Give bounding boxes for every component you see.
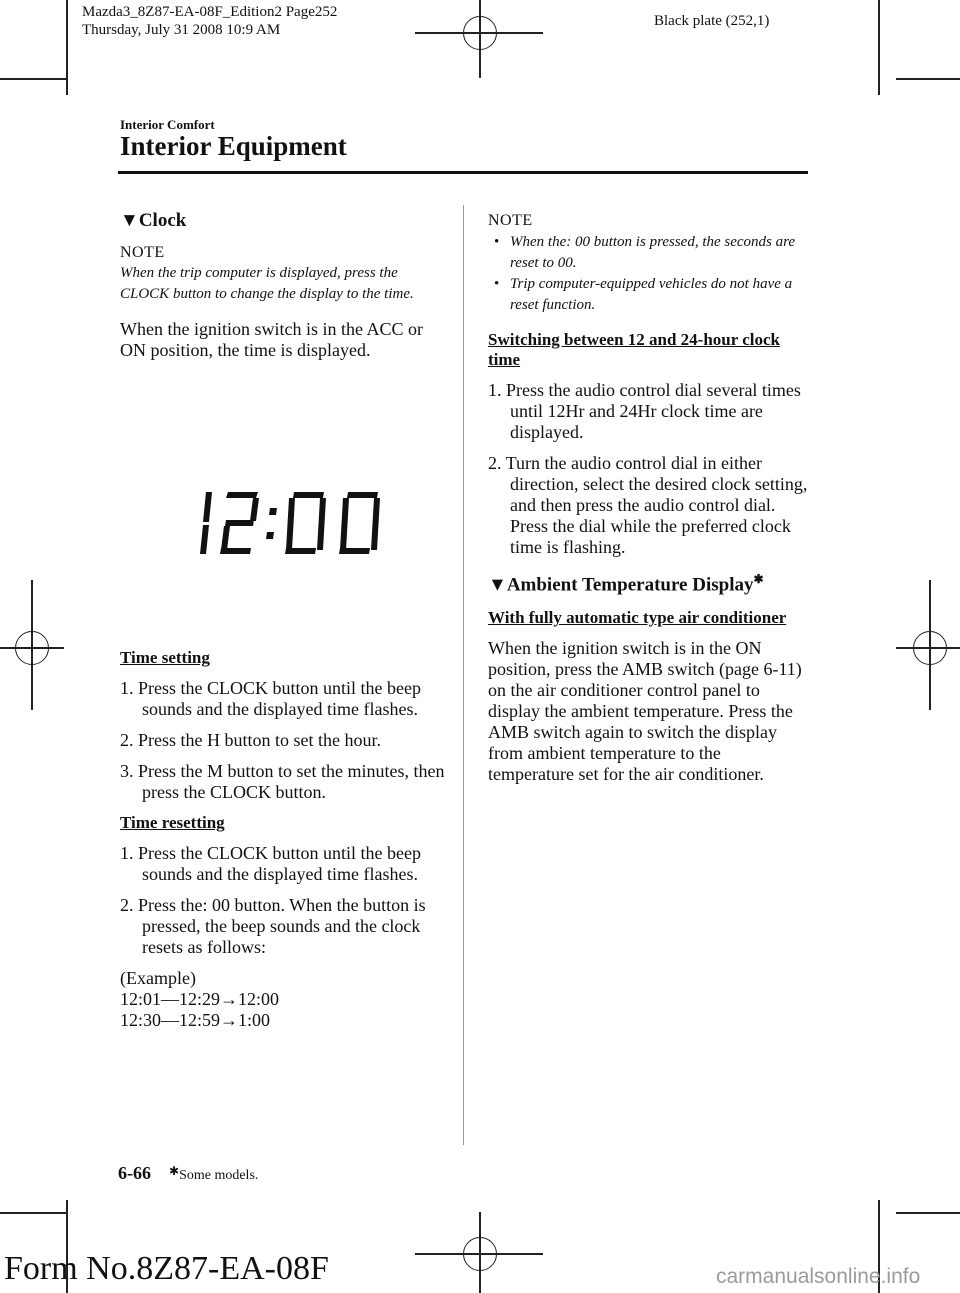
watermark: carmanualsonline.info [716,1265,921,1288]
clock-display-illustration [196,490,386,556]
right-note-label: NOTE [488,212,533,229]
page-number: 6-66 [118,1163,151,1183]
time-setting-step-3: 3. Press the M button to set the minutes, then press the CLOCK button. [120,761,445,802]
header-rule [118,171,808,174]
triangle-down-icon: ▼ [488,574,507,596]
clock-intro: When the ignition switch is in the ACC or ON position, the time is displayed. [120,319,423,360]
triangle-down-icon: ▼ [120,210,139,231]
left-column [120,210,445,361]
crop-mark [878,0,880,95]
footer [118,1163,258,1184]
time-resetting-step-2: 2. Press the: 00 button. When the button is pressed, the beep sounds and the clock resets as follows: [120,895,426,957]
plate-label: Black plate (252,1) [654,13,770,29]
asterisk-icon: ✱ [169,1164,180,1178]
crop-mark [896,78,960,80]
time-setting-step-1: 1. Press the CLOCK button until the beep sounds and the displayed time flashes. [120,678,421,719]
some-models-note: Some models. [179,1168,259,1183]
ambient-heading: ▼Ambient Temperature Display✱ [488,572,764,596]
switching-step-2: 2. Turn the audio control dial in either direction, select the desired clock setting, and then press the audio control dial. Press the dial while the preferred clock time is flashing. [488,453,808,557]
note-text: When the trip computer is displayed, press the CLOCK button to change the display to the time. [120,265,414,302]
example-line-1: 12:01―12:29→12:00 [120,989,280,1009]
note-bullet-1: • When the: 00 button is pressed, the seconds are reset to 00. [488,232,810,274]
asterisk-icon: ✱ [753,572,764,586]
form-number: Form No.8Z87-EA-08F [4,1250,329,1287]
ambient-subtitle: With fully automatic type air conditioner [488,608,787,628]
time-setting-step-2: 2. Press the H button to set the hour. [120,730,381,750]
print-info [82,3,337,39]
section-label: Interior Comfort [120,117,215,132]
example-line-2: 12:30―12:59→1:00 [120,1010,271,1030]
clock-heading: ▼Clock [120,210,187,231]
example-label: (Example) [120,968,196,988]
time-resetting-step-1: 1. Press the CLOCK button until the beep sounds and the displayed time flashes. [120,843,421,884]
crop-mark [896,1212,960,1214]
note-bullet-2: • Trip computer-equipped vehicles do not have a reset function. [488,274,810,316]
page-title: Interior Equipment [120,131,347,161]
crop-mark [0,1212,66,1214]
crop-mark [0,78,66,80]
time-resetting-title: Time resetting [120,813,225,832]
switching-step-1: 1. Press the audio control dial several times until 12Hr and 24Hr clock time are displayed. [488,380,801,442]
switching-title: Switching between 12 and 24-hour clock time [488,330,781,369]
clock-display-text: 12:00 [196,490,199,491]
note-label: NOTE [120,244,165,261]
right-column [488,212,810,785]
column-divider [463,205,464,1145]
print-info-line1: Mazda3_8Z87-EA-08F_Edition2 Page252 [82,4,338,20]
crop-mark [66,0,68,95]
print-info-line2: Thursday, July 31 2008 10:9 AM [82,22,281,38]
time-setting-section [120,648,445,1031]
ambient-text: When the ignition switch is in the ON position, press the AMB switch (page 6-11) on the air conditioner control panel to display the ambient temperature. Press the AMB switch again to switch the display from ambient temperature to the temperature set for the air conditioner. [488,638,802,785]
time-setting-title: Time setting [120,648,210,667]
